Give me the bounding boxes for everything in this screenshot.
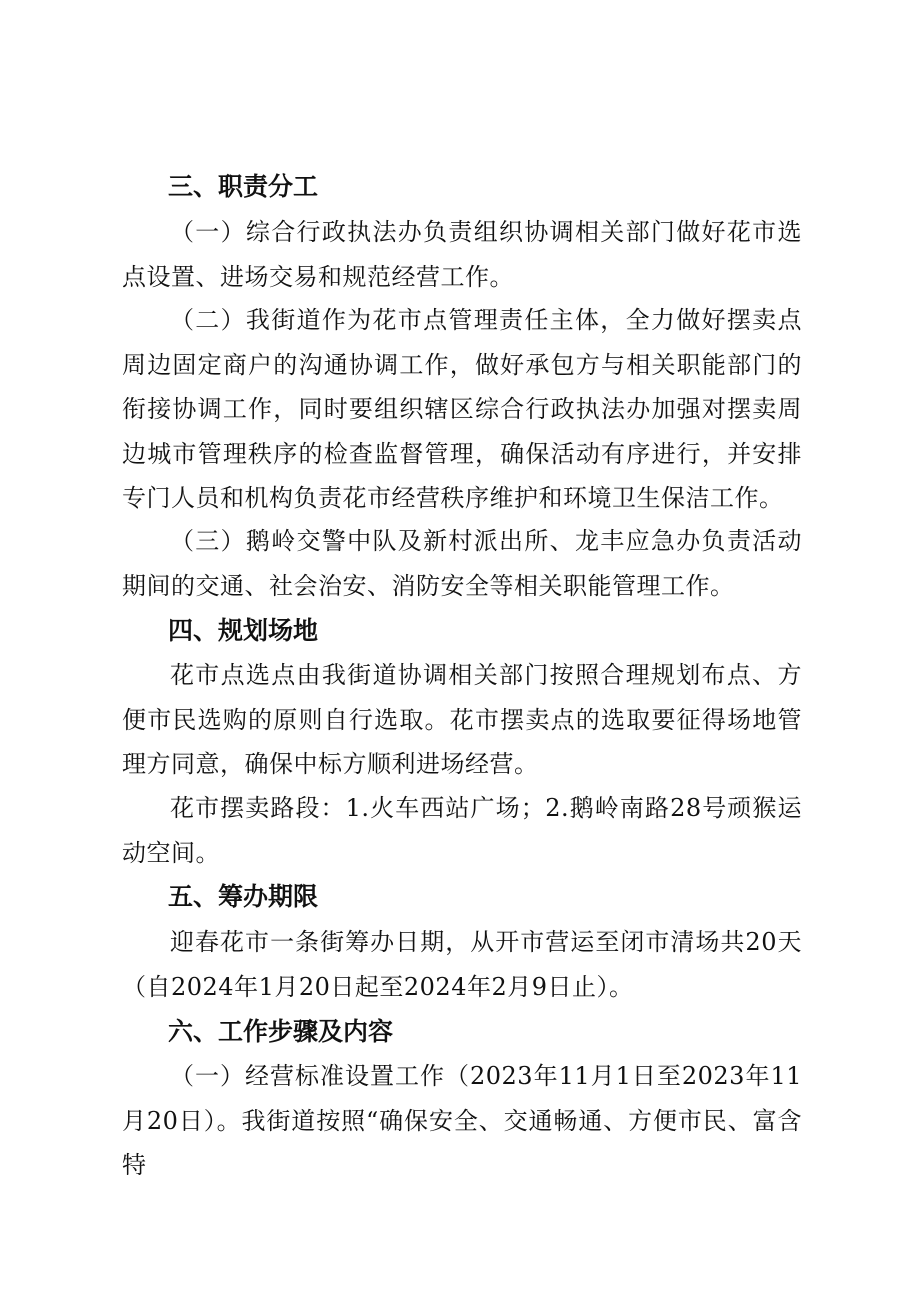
paragraph-4-2: 花市摆卖路段：1.火车西站广场；2.鹅岭南路28号顽猴运动空间。 bbox=[122, 794, 802, 867]
section-heading-4: 四、规划场地 bbox=[168, 616, 319, 645]
section-heading-6: 六、工作步骤及内容 bbox=[168, 1017, 394, 1046]
paragraph-5-1: 迎春花市一条街筹办日期，从开市营运至闭市清场共20天（自2024年1月20日起至2024年2月9日止）。 bbox=[122, 928, 802, 1001]
paragraph-3-2: （二）我街道作为花市点管理责任主体，全力做好摆卖点周边固定商户的沟通协调工作，做好承包方与相关职能部门的衔接协调工作，同时要组织辖区综合行政执法办加强对摆卖周边城市管理秩序的检查监督管理，确保活动有序进行，并安排专门人员和机构负责花市经营秩序维护和环境卫生保洁工作。 bbox=[122, 306, 802, 512]
paragraph-3-3: （三）鹅岭交警中队及新村派出所、龙丰应急办负责活动期间的交通、社会治安、消防安全等相关职能管理工作。 bbox=[122, 527, 802, 600]
paragraph-4-1: 花市点选点由我街道协调相关部门按照合理规划布点、方便市民选购的原则自行选取。花市摆卖点的选取要征得场地管理方同意，确保中标方顺利进场经营。 bbox=[122, 661, 802, 778]
paragraph-6-1: （一）经营标准设置工作（2023年11月1日至2023年11月20日）。我街道按照“确保安全、交通畅通、方便市民、富含特 bbox=[122, 1062, 802, 1179]
section-heading-5: 五、筹办期限 bbox=[168, 882, 319, 911]
section-heading-3: 三、职责分工 bbox=[168, 172, 319, 201]
paragraph-3-1: （一）综合行政执法办负责组织协调相关部门做好花市选点设置、进场交易和规范经营工作。 bbox=[122, 218, 802, 291]
